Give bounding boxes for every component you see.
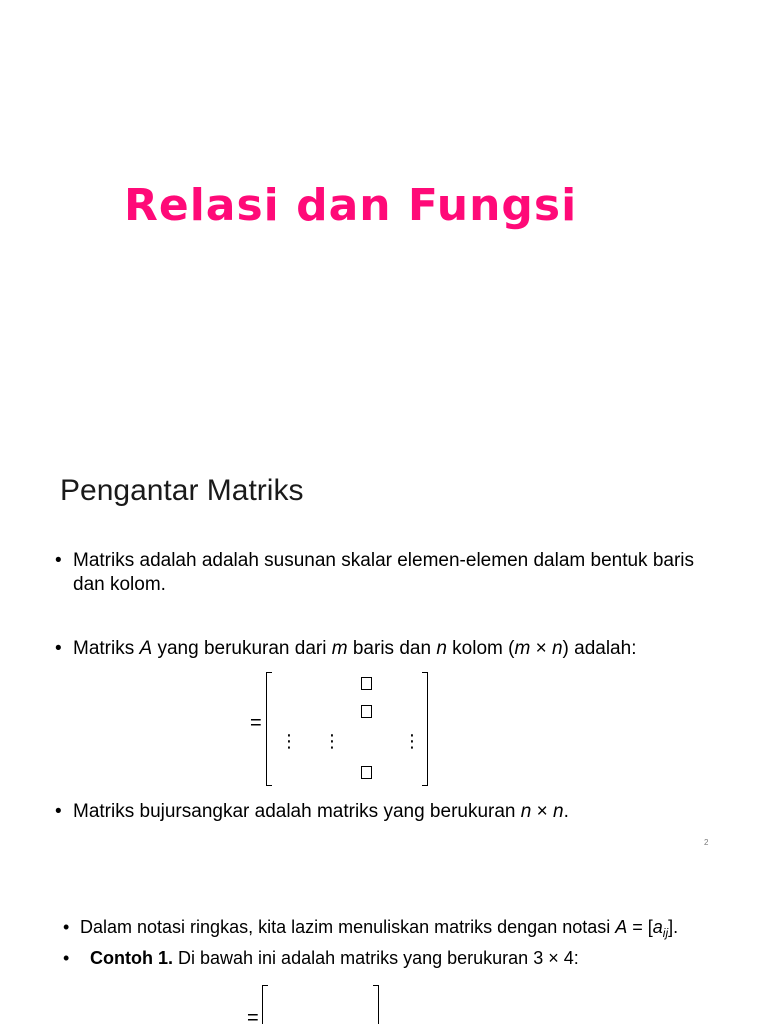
bullet-text bbox=[73, 800, 715, 824]
text-part: ) adalah: bbox=[562, 638, 637, 659]
text-part: = [ bbox=[627, 917, 653, 937]
bullet-dot: • bbox=[63, 948, 70, 968]
equals-sign: = bbox=[247, 1007, 259, 1024]
times-symbol: × bbox=[530, 638, 552, 659]
math-var-m: m bbox=[514, 638, 531, 659]
text-part: Matriks bujursangkar adalah matriks yang berukuran bbox=[73, 801, 521, 822]
matrix-example bbox=[245, 985, 395, 1024]
vdots-col-n: ⋮ bbox=[403, 731, 421, 751]
text-part: Matriks bbox=[73, 638, 140, 659]
math-var-m: m bbox=[331, 638, 348, 659]
section-heading: Pengantar Matriks bbox=[60, 474, 304, 507]
right-bracket bbox=[373, 985, 379, 1024]
bullet-dot: • bbox=[55, 801, 62, 822]
math-var-n: n bbox=[520, 801, 532, 822]
text-part: . bbox=[563, 801, 569, 822]
bullet-compact-notation bbox=[63, 915, 743, 945]
times-symbol: × bbox=[531, 801, 554, 822]
subscript-ij: ij bbox=[662, 926, 669, 940]
left-bracket bbox=[262, 985, 268, 1024]
bullet-dot: • bbox=[55, 550, 62, 571]
math-var-A: A bbox=[139, 638, 153, 659]
bullet-matrix-definition bbox=[55, 549, 715, 597]
vdots-col-2: ⋮ bbox=[323, 731, 341, 751]
math-var-n: n bbox=[436, 638, 447, 659]
bullet-text bbox=[90, 946, 743, 970]
text-part: ]. bbox=[668, 917, 679, 937]
bullet-text: Matriks adalah adalah susunan skalar elemen-elemen dalam bentuk baris dan kolom. bbox=[73, 550, 695, 595]
text-part: yang berukuran dari bbox=[152, 638, 332, 659]
bullet-dot: • bbox=[63, 917, 70, 937]
slide-title: Relasi dan Fungsi bbox=[124, 180, 578, 231]
bullet-text bbox=[73, 637, 715, 661]
text-part: baris dan bbox=[347, 638, 437, 659]
math-var-n: n bbox=[553, 801, 564, 822]
math-var-a: a bbox=[652, 917, 663, 937]
page-number: 2 bbox=[704, 838, 709, 847]
left-bracket bbox=[266, 672, 272, 786]
example-label: Contoh 1. bbox=[90, 948, 173, 968]
text-part: Di bawah ini adalah matriks yang berukuran 3 × 4: bbox=[173, 948, 579, 968]
bullet-dot: • bbox=[55, 638, 62, 659]
right-bracket bbox=[422, 672, 428, 786]
math-var-n: n bbox=[551, 638, 563, 659]
bullet-text bbox=[80, 915, 743, 945]
vdots-col-1: ⋮ bbox=[280, 731, 298, 751]
missing-glyph-box bbox=[361, 677, 372, 690]
math-var-A: A bbox=[615, 917, 628, 937]
missing-glyph-box bbox=[361, 705, 372, 718]
bullet-square-matrix bbox=[55, 800, 715, 824]
text-part: kolom ( bbox=[446, 638, 515, 659]
bullet-example-1 bbox=[63, 946, 743, 970]
bullet-matrix-size bbox=[55, 637, 715, 661]
matrix-general-form bbox=[250, 672, 440, 788]
missing-glyph-box bbox=[361, 766, 372, 779]
text-part: Dalam notasi ringkas, kita lazim menuliskan matriks dengan notasi bbox=[80, 917, 616, 937]
equals-sign: = bbox=[250, 712, 262, 734]
